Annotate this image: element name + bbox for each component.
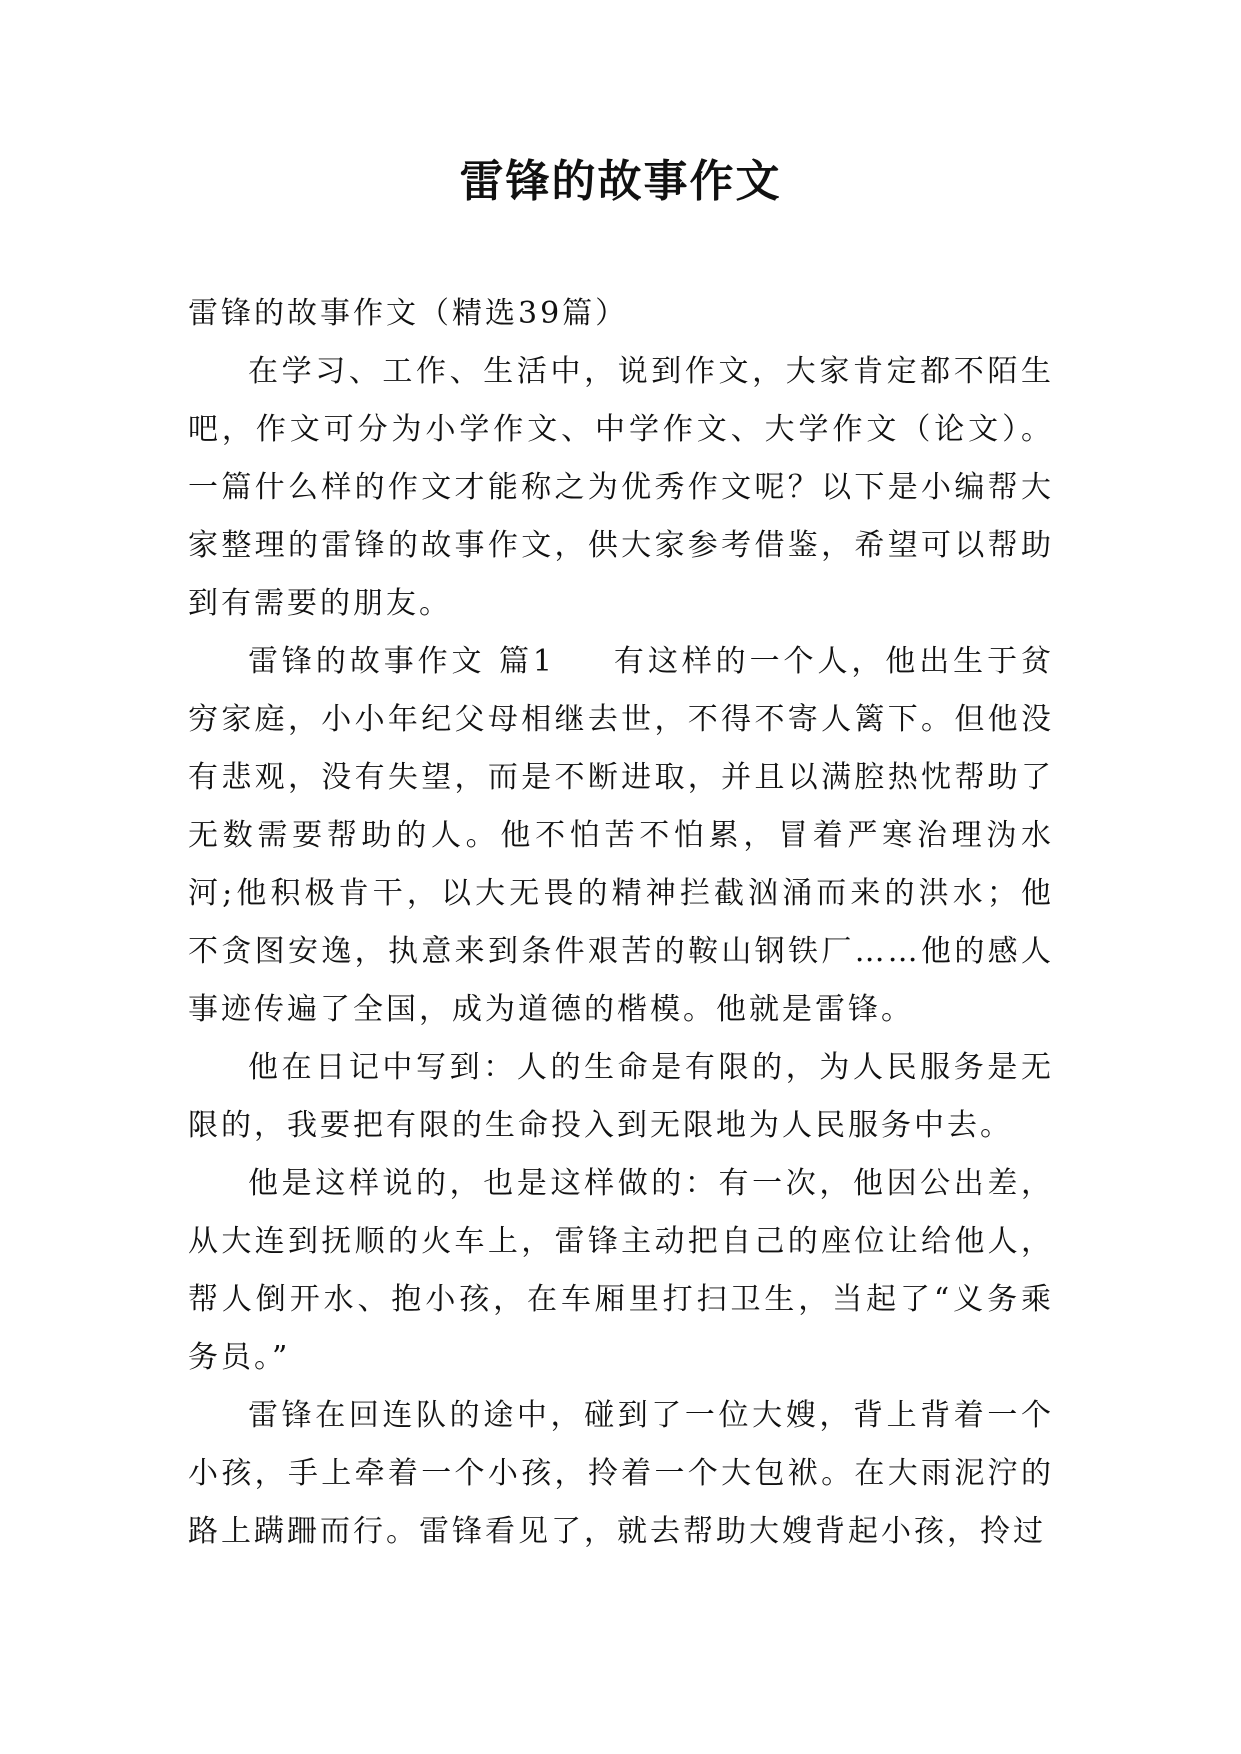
sister-in-law-paragraph: 雷锋在回连队的途中，碰到了一位大嫂，背上背着一个小孩，手上牵着一个小孩，拎着一个大包袱。在大雨泥泞的路上蹒跚而行。雷锋看见了，就去帮助大嫂背起小孩，拎过 bbox=[188, 1398, 1054, 1549]
section-1-text: 有这样的一个人，他出生于贫穷家庭，小小年纪父母相继去世，不得不寄人篱下。但他没有悲观，没有失望，而是不断进取，并且以满腔热忱帮助了无数需要帮助的人。他不怕苦不怕累，冒着严寒治理沩水河;他积极肯干，以大无畏的精神拦截汹涌而来的洪水；他不贪图安逸，执意来到条件艰苦的鞍山钢铁厂……他的感人事迹传遍了全国，成为道德的楷模。他就是雷锋。 bbox=[188, 644, 1055, 1027]
document-body bbox=[188, 285, 1054, 1561]
section-heading: 雷锋的故事作文 篇1 bbox=[248, 644, 555, 679]
intro-paragraph: 在学习、工作、生活中，说到作文，大家肯定都不陌生吧，作文可分为小学作文、中学作文、大学作文（论文）。一篇什么样的作文才能称之为优秀作文呢？以下是小编帮大家整理的雷锋的故事作文，供大家参考借鉴，希望可以帮助到有需要的朋友。 bbox=[188, 354, 1054, 621]
section-1-paragraph bbox=[188, 633, 1054, 1039]
diary-paragraph: 他在日记中写到：人的生命是有限的，为人民服务是无限的，我要把有限的生命投入到无限地为人民服务中去。 bbox=[188, 1050, 1054, 1143]
document-subtitle: 雷锋的故事作文（精选39篇） bbox=[188, 296, 629, 331]
document-title: 雷锋的故事作文 bbox=[459, 156, 782, 207]
train-paragraph: 他是这样说的，也是这样做的：有一次，他因公出差，从大连到抚顺的火车上，雷锋主动把自己的座位让给他人，帮人倒开水、抱小孩，在车厢里打扫卫生，当起了“义务乘务员。” bbox=[188, 1166, 1054, 1375]
